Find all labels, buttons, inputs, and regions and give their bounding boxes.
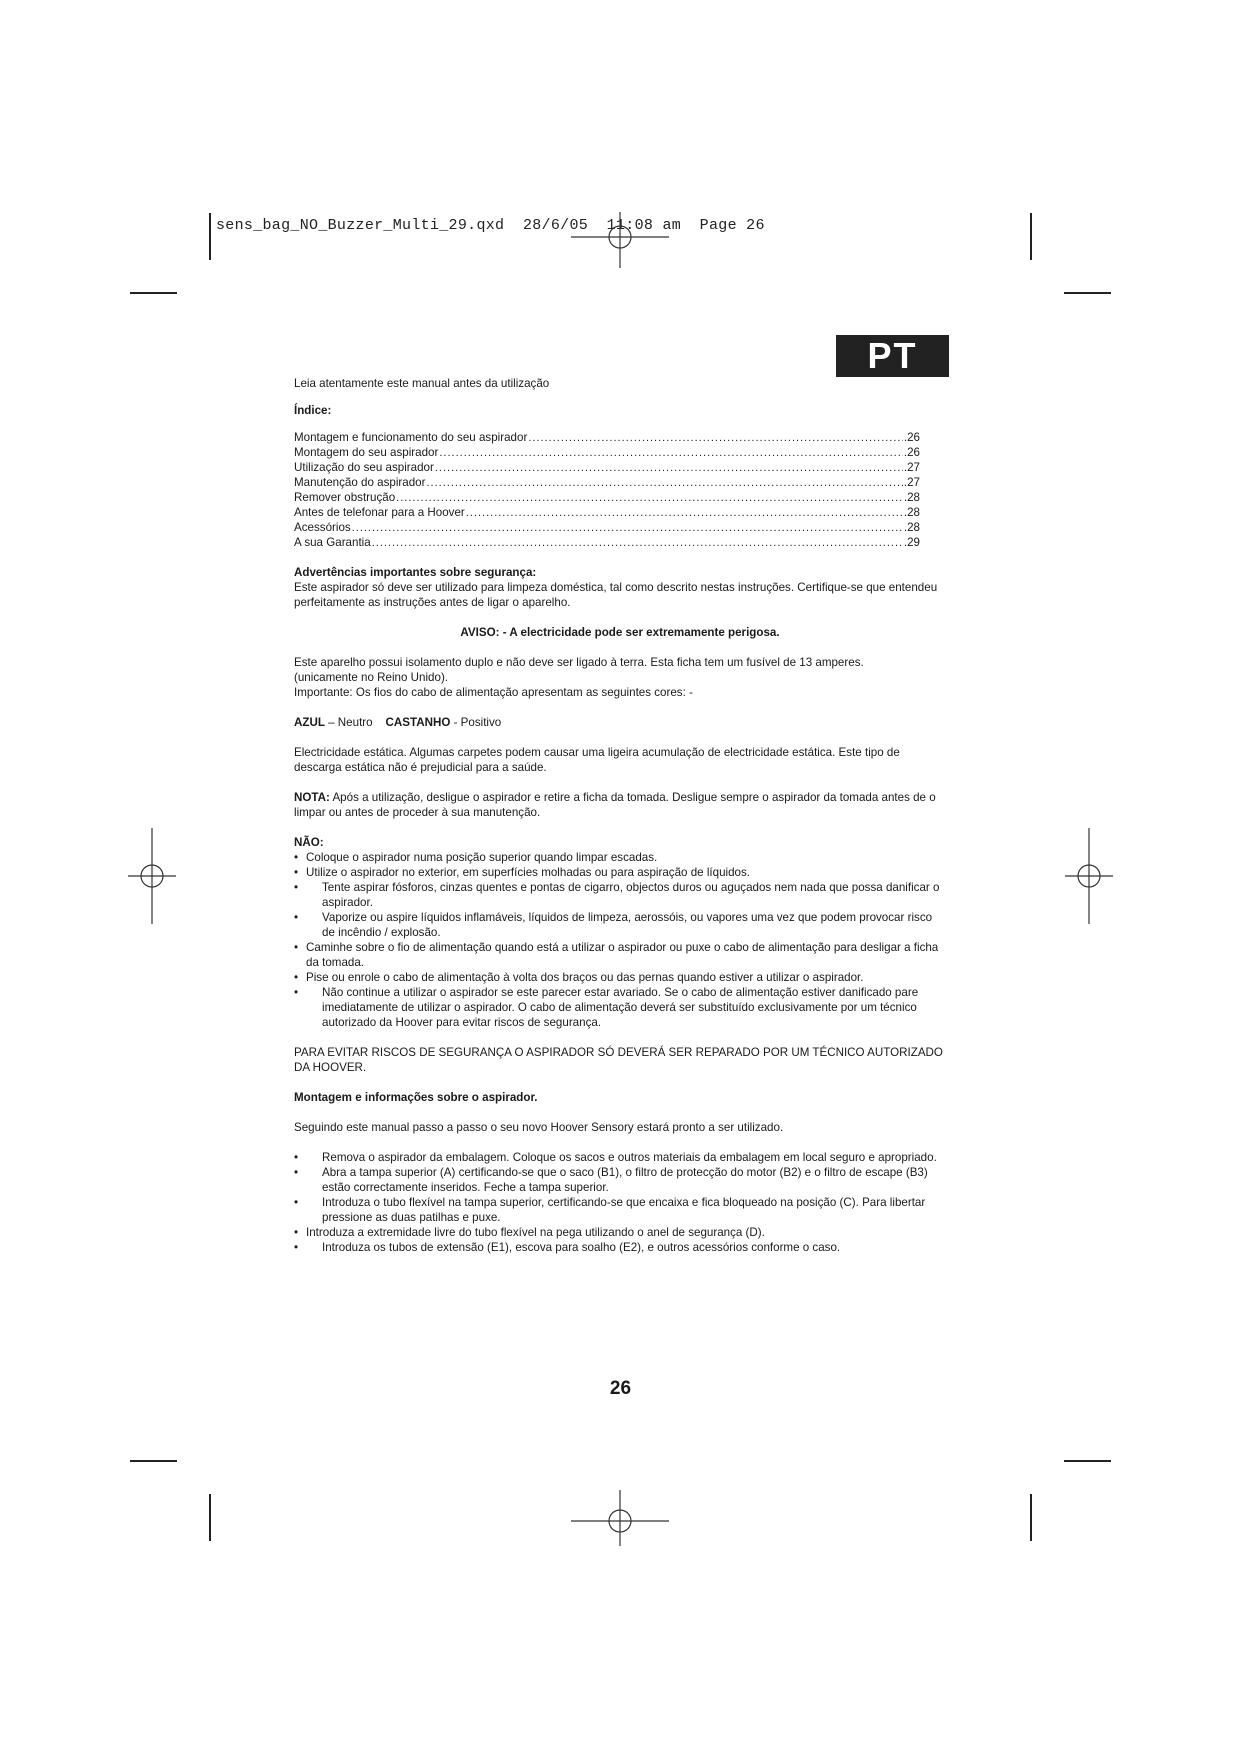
bullet-icon: • bbox=[294, 911, 299, 924]
registration-mark-left-icon bbox=[128, 828, 176, 924]
toc-entry-page: .27 bbox=[903, 461, 920, 474]
crop-mark-bottom-right-horizontal bbox=[1064, 1460, 1111, 1462]
assembly-item bbox=[294, 1195, 946, 1225]
toc-leader-dots bbox=[426, 476, 902, 491]
dont-item-text: Caminhe sobre o fio de alimentação quando está a utilizar o aspirador ou puxe o cabo de alimentação para desligar a ficha da tomada. bbox=[306, 941, 939, 969]
registration-mark-right-icon bbox=[1065, 828, 1113, 924]
bullet-icon: • bbox=[294, 1241, 299, 1254]
dont-item bbox=[294, 910, 946, 940]
toc-leader-dots bbox=[466, 506, 903, 521]
toc-entry-title: Antes de telefonar para a Hoover bbox=[294, 506, 465, 519]
assembly-intro: Seguindo este manual passo a passo o seu novo Hoover Sensory estará pronto a ser utilizado. bbox=[294, 1121, 784, 1134]
bullet-icon: • bbox=[294, 971, 299, 984]
dont-heading: NÃO: bbox=[294, 836, 324, 849]
dont-item bbox=[294, 970, 946, 985]
assembly-item bbox=[294, 1150, 946, 1165]
toc-entry-page: .27 bbox=[903, 476, 920, 489]
bullet-icon: • bbox=[294, 851, 299, 864]
bullet-icon: • bbox=[294, 1166, 299, 1179]
table-of-contents bbox=[294, 430, 920, 550]
assembly-item-text: Remova o aspirador da embalagem. Coloque os sacos e outros materiais da embalagem em local seguro e apropriado. bbox=[322, 1151, 937, 1164]
toc-entry bbox=[294, 460, 920, 475]
page-content bbox=[294, 376, 946, 1255]
index-heading: Índice: bbox=[294, 404, 332, 417]
crop-mark-bottom-left-vertical bbox=[209, 1494, 211, 1541]
language-badge: PT bbox=[836, 335, 949, 377]
toc-leader-dots bbox=[439, 446, 903, 461]
toc-entry-page: .26 bbox=[903, 431, 920, 444]
wire-blue-value: – Neutro bbox=[324, 716, 373, 729]
dont-item-text: Tente aspirar fósforos, cinzas quentes e pontas de cigarro, objectos duros ou aguçados nem nada que possa danificar o aspirador. bbox=[322, 881, 940, 909]
dont-item bbox=[294, 880, 946, 910]
toc-entry bbox=[294, 430, 920, 445]
toc-entry bbox=[294, 535, 920, 550]
wire-brown-value: - Positivo bbox=[450, 716, 502, 729]
crop-mark-top-left-horizontal bbox=[130, 292, 177, 294]
toc-entry bbox=[294, 475, 920, 490]
toc-entry-page: .28 bbox=[903, 491, 920, 504]
toc-entry-page: .26 bbox=[903, 446, 920, 459]
note-text: Após a utilização, desligue o aspirador e retire a ficha da tomada. Desligue sempre o aspirador da tomada antes de o limpar ou antes de proceder à sua manutenção. bbox=[294, 791, 936, 819]
toc-entry bbox=[294, 490, 920, 505]
static-electricity-text: Electricidade estática. Algumas carpetes podem causar uma ligeira acumulação de electricidade estática. Este tipo de descarga estática não é prejudicial para a saúde. bbox=[294, 746, 900, 774]
dont-item bbox=[294, 865, 946, 880]
toc-entry-page: .28 bbox=[903, 506, 920, 519]
crop-mark-bottom-right-vertical bbox=[1030, 1494, 1032, 1541]
safety-heading: Advertências importantes sobre segurança: bbox=[294, 566, 537, 579]
intro-text: Leia atentamente este manual antes da utilização bbox=[294, 377, 550, 390]
toc-entry-title: A sua Garantia bbox=[294, 536, 371, 549]
crop-mark-bottom-left-horizontal bbox=[130, 1460, 177, 1462]
dont-item-text: Utilize o aspirador no exterior, em superfícies molhadas ou para aspiração de líquidos. bbox=[306, 866, 751, 879]
assembly-item bbox=[294, 1240, 946, 1255]
toc-entry-title: Montagem e funcionamento do seu aspirador bbox=[294, 431, 528, 444]
wire-brown-label: CASTANHO bbox=[385, 716, 451, 729]
toc-leader-dots bbox=[372, 536, 903, 551]
assembly-heading: Montagem e informações sobre o aspirador. bbox=[294, 1091, 538, 1104]
assembly-item bbox=[294, 1165, 946, 1195]
bullet-icon: • bbox=[294, 866, 299, 879]
crop-mark-top-right-horizontal bbox=[1064, 292, 1111, 294]
assembly-list bbox=[294, 1150, 946, 1255]
toc-entry bbox=[294, 520, 920, 535]
bullet-icon: • bbox=[294, 941, 299, 954]
assembly-item-text: Abra a tampa superior (A) certificando-se que o saco (B1), o filtro de protecção do motor (B2) e o filtro de escape (B3) estão correctamente inseridos. Feche a tampa superior. bbox=[322, 1166, 928, 1194]
toc-entry-page: .29 bbox=[903, 536, 920, 549]
safety-text: Este aspirador só deve ser utilizado para limpeza doméstica, tal como descrito nestas instruções. Certifique-se que entendeu perfeitamente as instruções antes de ligar o aparelho. bbox=[294, 581, 938, 609]
bullet-icon: • bbox=[294, 881, 299, 894]
toc-leader-dots bbox=[396, 491, 903, 506]
toc-entry-title: Manutenção do aspirador bbox=[294, 476, 426, 489]
dont-item bbox=[294, 850, 946, 865]
assembly-item-text: Introduza os tubos de extensão (E1), escova para soalho (E2), e outros acessórios conforme o caso. bbox=[322, 1241, 841, 1254]
note-paragraph bbox=[294, 790, 946, 820]
electricity-warning: AVISO: - A electricidade pode ser extremamente perigosa. bbox=[460, 626, 780, 639]
toc-entry-title: Remover obstrução bbox=[294, 491, 396, 504]
dont-item bbox=[294, 940, 946, 970]
insulation-line-2: (unicamente no Reino Unido). bbox=[294, 671, 449, 684]
bullet-icon: • bbox=[294, 1196, 299, 1209]
dont-item-text: Coloque o aspirador numa posição superior quando limpar escadas. bbox=[306, 851, 658, 864]
dont-item-text: Não continue a utilizar o aspirador se este parecer estar avariado. Se o cabo de alimentação estiver danificado pare imediatamente de utilizar o aspirador. O cabo de alimentação deverá ser substituído exclusivamente por um técnico autorizado da Hoover para evitar riscos de segurança. bbox=[322, 986, 919, 1029]
assembly-item bbox=[294, 1225, 946, 1240]
assembly-item-text: Introduza a extremidade livre do tubo flexível na pega utilizando o anel de segurança (D). bbox=[306, 1226, 765, 1239]
wire-blue-label: AZUL bbox=[294, 716, 325, 729]
toc-entry-title: Utilização do seu aspirador bbox=[294, 461, 434, 474]
crop-mark-top-left-vertical bbox=[209, 213, 211, 260]
crop-mark-top-right-vertical bbox=[1030, 213, 1032, 260]
insulation-line-3: Importante: Os fios do cabo de alimentação apresentam as seguintes cores: - bbox=[294, 686, 693, 699]
dont-item-text: Pise ou enrole o cabo de alimentação à volta dos braços ou das pernas quando estiver a utilizar o aspirador. bbox=[306, 971, 864, 984]
toc-entry bbox=[294, 505, 920, 520]
toc-entry bbox=[294, 445, 920, 460]
registration-mark-top-icon bbox=[571, 212, 669, 268]
note-label: NOTA: bbox=[294, 791, 330, 804]
bullet-icon: • bbox=[294, 1151, 299, 1164]
toc-entry-title: Montagem do seu aspirador bbox=[294, 446, 439, 459]
toc-leader-dots bbox=[528, 431, 903, 446]
insulation-line-1: Este aparelho possui isolamento duplo e não deve ser ligado à terra. Esta ficha tem um fusível de 13 amperes. bbox=[294, 656, 864, 669]
bullet-icon: • bbox=[294, 986, 299, 999]
wire-colours bbox=[294, 715, 946, 730]
dont-item bbox=[294, 985, 946, 1030]
repair-notice: PARA EVITAR RISCOS DE SEGURANÇA O ASPIRADOR SÓ DEVERÁ SER REPARADO POR UM TÉCNICO AUTORIZADO DA HOOVER. bbox=[294, 1046, 943, 1074]
toc-leader-dots bbox=[435, 461, 903, 476]
dont-list bbox=[294, 850, 946, 1030]
dont-item-text: Vaporize ou aspire líquidos inflamáveis, líquidos de limpeza, aerossóis, ou vapores uma vez que podem provocar risco de incêndio / explosão. bbox=[322, 911, 933, 939]
assembly-item-text: Introduza o tubo flexível na tampa superior, certificando-se que encaixa e fica bloqueado na posição (C). Para libertar pressione as duas patilhas e puxe. bbox=[322, 1196, 926, 1224]
toc-entry-page: .28 bbox=[903, 521, 920, 534]
toc-entry-title: Acessórios bbox=[294, 521, 351, 534]
print-slug: sens_bag_NO_Buzzer_Multi_29.qxd 28/6/05 11:08 am Page 26 bbox=[216, 217, 765, 234]
bullet-icon: • bbox=[294, 1226, 299, 1239]
toc-leader-dots bbox=[352, 521, 903, 536]
registration-mark-bottom-icon bbox=[571, 1490, 669, 1546]
page-number: 26 bbox=[609, 1378, 632, 1399]
